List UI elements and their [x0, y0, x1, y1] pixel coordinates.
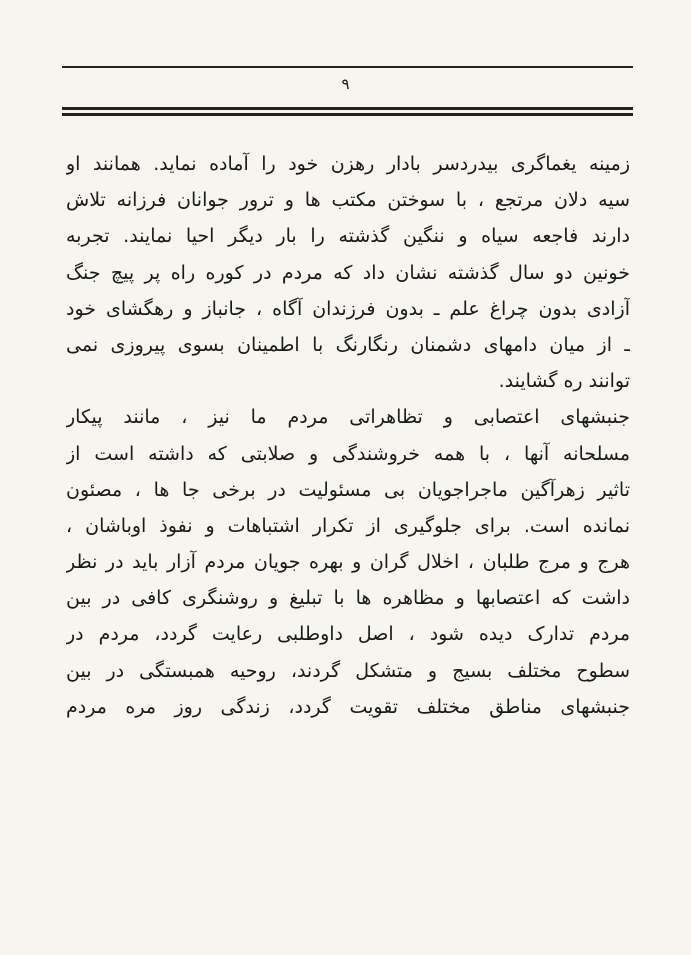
text-line: مسلحانه آنها ، با همه خروشندگی و صلابتی که داشته است از — [66, 442, 630, 465]
text-line: سیه دلان مرتجع ، با سوختن مکتب ها و ترور جوانان فرزانه تلاش — [66, 189, 630, 212]
text-line: مردم تدارک دیده شود ، اصل داوطلبی رعایت گردد، مردم در — [66, 623, 630, 646]
header-rule-double — [62, 107, 633, 116]
header-rule-top — [62, 66, 633, 68]
text-line: جنبشهای مناطق مختلف تقویت گردد، زندگی روز مره مردم — [66, 695, 630, 718]
text-line: تاثیر زهرآگین ماجراجویان بی مسئولیت در برخی جا ها ، مصئون — [66, 478, 630, 501]
text-line: ـ از میان دامهای دشمنان رنگارنگ با اطمینان بسوی پیروزی نمی — [66, 333, 630, 356]
text-line: داشت که اعتصابها و مظاهره ها با تبلیغ و روشنگری کافی در بین — [66, 587, 630, 610]
page-number: ۹ — [341, 75, 350, 93]
text-line: زمینه یغماگری بیدردسر بادار رهزن خود را آماده نماید. همانند او — [66, 153, 630, 175]
text-line: دارند فاجعه سیاه و ننگین گذشته را بار دیگر احیا نمایند. تجربه — [66, 225, 630, 248]
text-line: هرج و مرج طلبان ، اخلال گران و بهره جویان مردم آزار باید در نظر — [66, 551, 630, 574]
text-line: جنبشهای اعتصابی و تظاهراتی مردم ما نیز ، مانند پیکار — [66, 406, 630, 429]
text-line: سطوح مختلف بسیج و متشکل گردند، روحیه همبستگی در بین — [66, 659, 630, 682]
text-line: نمانده است. برای جلوگیری از تکرار اشتباهات و نفوذ اوباشان ، — [66, 514, 630, 537]
paragraph-1 — [66, 146, 630, 399]
text-line: توانند ره گشایند. — [498, 370, 630, 393]
paragraph-2 — [66, 399, 630, 725]
body-text — [66, 146, 630, 725]
text-line: خونین دو سال گذشته نشان داد که مردم در کوره راه پر پیچ جنگ — [66, 261, 630, 284]
text-line: آزادی بدون چراغ علم ـ بدون فرزندان آگاه ، جانباز و رهگشای خود — [66, 297, 630, 320]
